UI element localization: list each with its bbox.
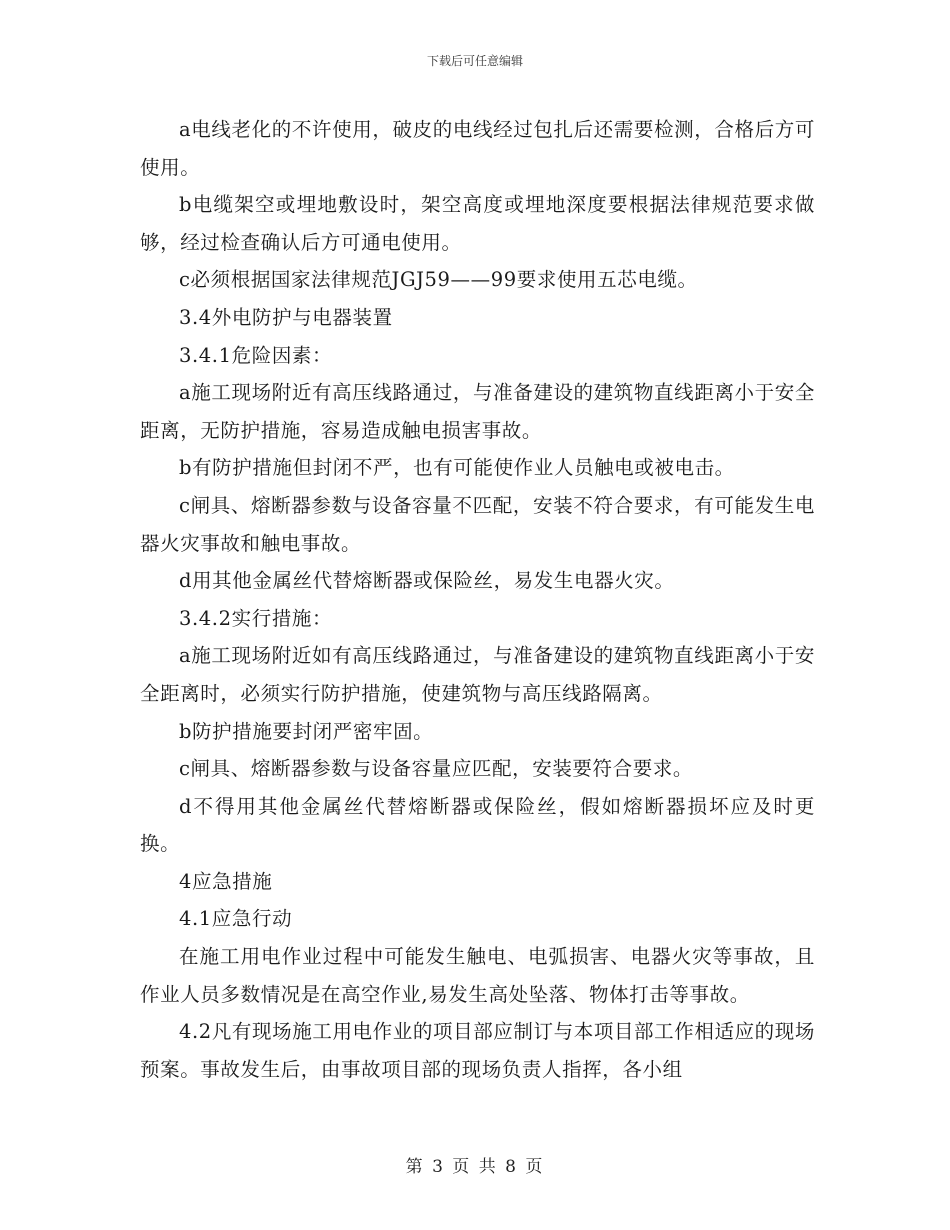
section-heading: 4应急措施 [179,869,273,893]
paragraph: a施工现场附近如有高压线路通过，与准备建设的建筑物直线距离小于安全距离时，必须实行防护措施，使建筑物与高压线路隔离。 [140,644,815,705]
subsection-heading: 4.1应急行动 [179,907,293,931]
paragraph: d用其他金属丝代替熔断器或保险丝，易发生电器火灾。 [179,569,675,593]
paragraph: b防护措施要封闭严密牢固。 [179,719,434,743]
paragraph: c闸具、熔断器参数与设备容量不匹配，安装不符合要求，有可能发生电器火灾事故和触电事故。 [140,493,815,555]
paragraph: c必须根据国家法律规范JGJ59——99要求使用五芯电缆。 [179,268,698,292]
paragraph: 在施工用电作业过程中可能发生触电、电弧损害、电器火灾等事故，且作业人员多数情况是在高空作业,易发生高处坠落、物体打击等事故。 [140,945,815,1006]
paragraph: c闸具、熔断器参数与设备容量应匹配，安装要符合要求。 [179,757,694,781]
paragraph: b电缆架空或埋地敷设时，架空高度或埋地深度要根据法律规范要求做够，经过检查确认后方可通电使用。 [140,193,815,254]
subsection-heading: 3.4.2实行措施： [179,606,333,630]
paragraph: 4.2凡有现场施工用电作业的项目部应制订与本项目部工作相适应的现场预案。事故发生后，由事故项目部的现场负责人指挥，各小组 [140,1020,815,1081]
document-body [140,111,815,1088]
subsection-heading: 3.4.1危险因素： [179,343,333,367]
page-header: 下载后可任意编辑 [426,54,523,68]
section-heading: 3.4外电防护与电器装置 [179,305,393,329]
paragraph: a施工现场附近有高压线路通过，与准备建设的建筑物直线距离小于安全距离，无防护措施，容易造成触电损害事故。 [140,381,815,442]
paragraph: b有防护措施但封闭不严，也有可能使作业人员触电或被电击。 [179,456,735,480]
paragraph: d不得用其他金属丝代替熔断器或保险丝，假如熔断器损坏应及时更换。 [140,794,815,856]
page-footer: 第 3 页 共 8 页 [405,1157,545,1177]
paragraph: a电线老化的不许使用，破皮的电线经过包扎后还需要检测，合格后方可使用。 [140,118,815,179]
